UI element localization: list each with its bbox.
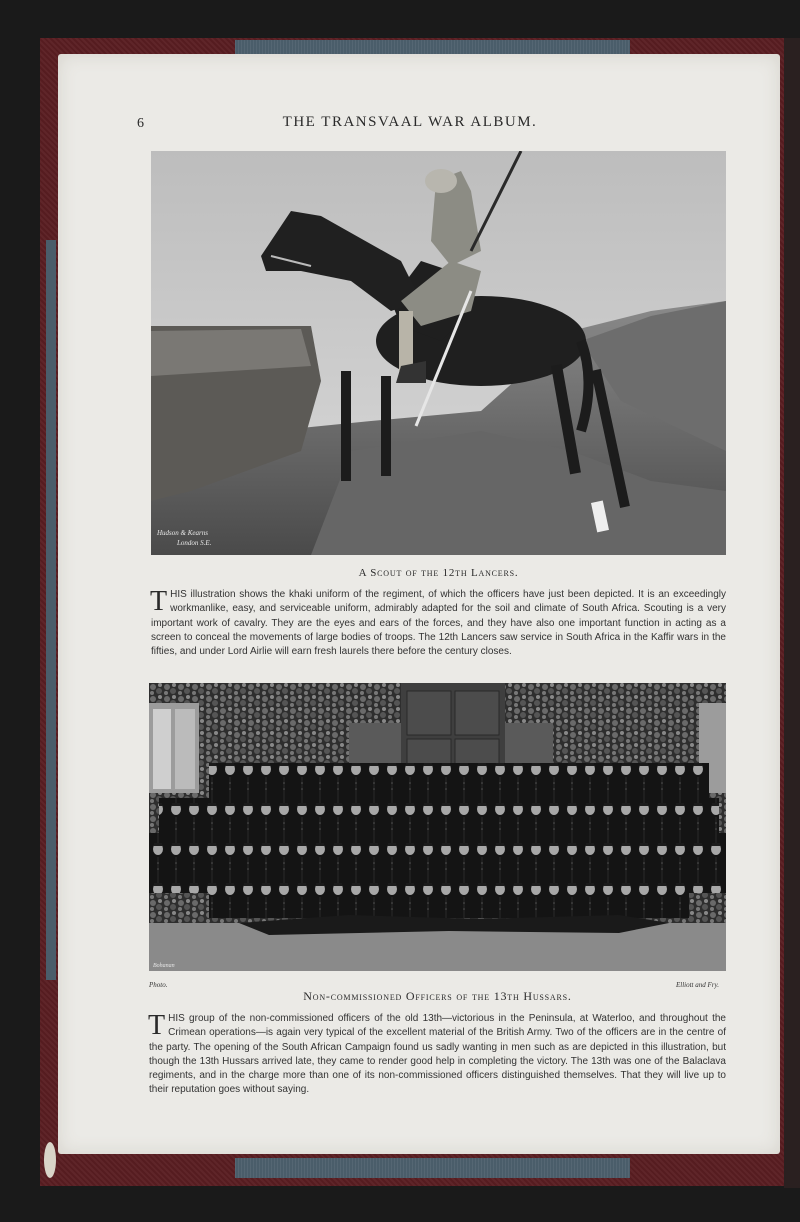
cover-wear — [44, 1142, 56, 1178]
dropcap-2: T — [148, 1010, 166, 1041]
book-spine — [784, 38, 800, 1188]
cover-cloth-left — [46, 240, 56, 980]
cover-cloth-bottom — [235, 1158, 630, 1178]
paragraph-nco — [149, 1012, 726, 1098]
photo1-imprint-1: Hudson & Kearns — [157, 529, 208, 537]
dropcap-1: T — [150, 586, 168, 617]
photo-nco-13th-hussars — [149, 683, 726, 971]
paragraph-scout-text: HIS illustration shows the khaki uniform of the regiment, of which the officers have just been depicted. It is an exceedingly workmanlike, easy, and serviceable uniform, admirably adapted for the soil and climate of South Africa. Scouting is a very important work of cavalry. They are the eyes and ears of the forces, and they have also one important function in acting as a screen to conceal the movements of large bodies of troops. The 12th Lancers saw service in South Africa in the Kaffir wars in the fifties, and under Lord Airlie will earn fresh laurels there before the century closes. — [151, 589, 726, 658]
cover-cloth-top — [235, 40, 630, 54]
photo1-imprint-2: London S.E. — [177, 539, 212, 547]
caption-scout: A Scout of the 12th Lancers. — [358, 567, 519, 579]
credit-photo: Photo. — [149, 981, 168, 989]
caption-nco: Non-commissioned Officers of the 13th Hussars. — [303, 989, 572, 1003]
photo-scout-12th-lancers — [151, 151, 726, 555]
page-number: 6 — [137, 116, 144, 131]
paragraph-scout — [151, 588, 726, 659]
group-portrait-illustration — [149, 683, 726, 971]
paragraph-nco-text: HIS group of the non-commissioned officers of the old 13th—victorious in the Peninsula, at Waterloo, and throughout the Crimean operations—is again very typical of the excellent material of the British Army. Two of the officers are in the centre of the party. The opening of the South African Campaign found us sadly wanting in men such as are depicted in this illustration, but though the 13th Hussars arrived late, they came to render good help in completing the victory. The 13th was one of the Balaclava regiments, and in the charge more than one of its non-commissioned officers distinguished themselves. That they will live up to their reputation goes without saying. — [149, 1013, 726, 1096]
running-head: THE TRANSVAAL WAR ALBUM. — [282, 114, 538, 130]
credit-photographer: Elliott and Fry. — [676, 981, 719, 989]
scout-illustration — [151, 151, 726, 555]
photo2-imprint: Bohanan — [153, 963, 175, 969]
